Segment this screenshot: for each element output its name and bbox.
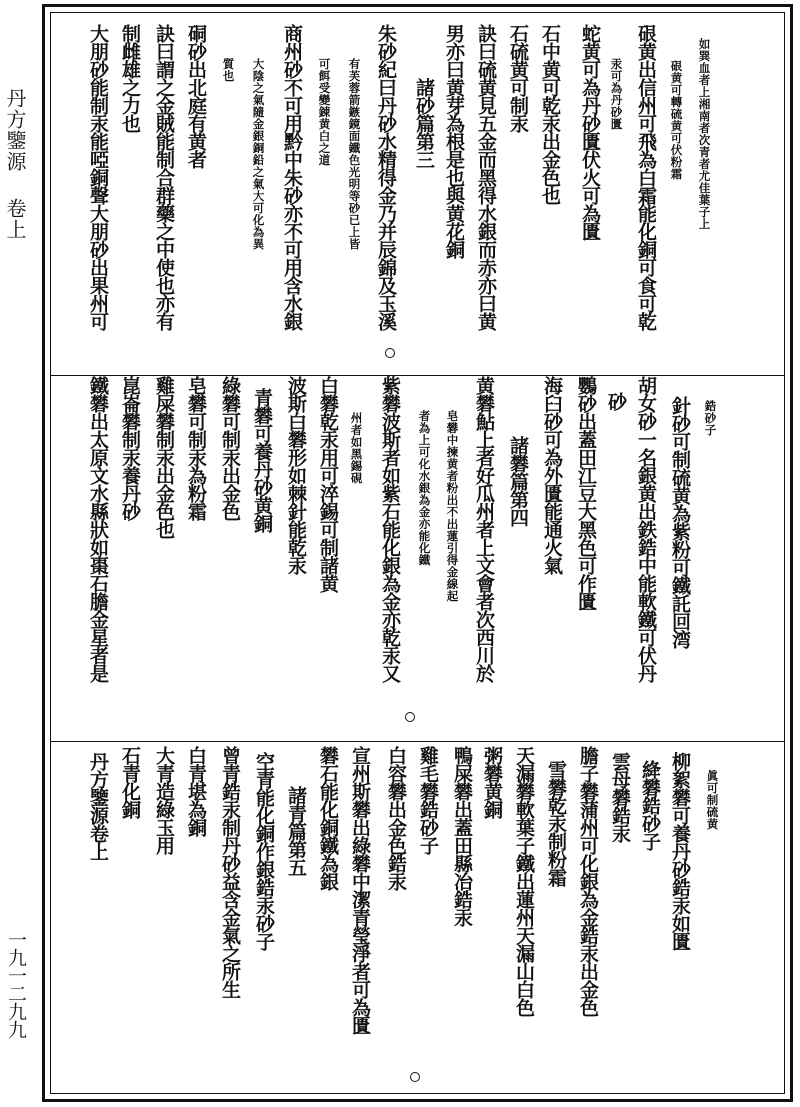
text-column: 者為上可化水銀為金亦能化鐵 [417,410,432,566]
text-column: 柳絮礬可養丹砂鋯汞如匱 [669,752,691,950]
book-title: 丹方鑒源 [3,88,27,172]
text-column: 絳礬鋯砂子 [639,760,661,850]
text-column: 曾青鋯汞制丹砂益含金氣之所生 [219,746,241,998]
text-column: 礬石能化銅鐵為銀 [317,746,339,890]
page-number: 一九一二九九 [5,930,27,1038]
text-column: 大青造綠玉用 [153,746,175,854]
text-column: 石青化銅 [119,746,141,818]
text-column: 海臼砂可為外匱能通火氣 [541,376,563,574]
text-column: 男亦曰黄芽為根是也與黄花銅 [443,24,465,258]
text-column: 鋯砂子 [703,400,718,436]
text-column: 空青能化銅作銀鋯汞砂子 [253,752,275,950]
text-column: 訣曰謂之金賊能制合群藥之中使也亦有 [153,24,175,330]
section-heading: 諸砂篇第三 [413,78,435,168]
text-column: 粥礬黄銅 [481,746,503,818]
text-column: 大陰之氣隨金銀銅鉛之氣大可化為異 [251,58,266,250]
text-column: 青礬可養丹砂黄銅 [251,388,273,532]
section-heading: 諸青篇第五 [285,786,307,876]
text-column: 紫礬波斯者如紫石能化銀為金亦乾汞又 [379,376,401,682]
circle-mark [385,348,395,358]
text-column: 制雌雄之力也 [119,24,141,132]
text-column: 石硫黄可制汞 [507,24,529,132]
text-column: 雞毛礬鋯砂子 [417,746,439,854]
text-column: 可餌受變錬黄白之道 [317,58,332,166]
text-column: 雪礬乾汞制粉霜 [545,760,567,886]
text-column: 皂礬可制汞為粉霜 [185,376,207,520]
text-column: 雲母礬鋯汞 [609,752,631,842]
text-column: 朱砂紀曰丹砂水精得金乃并辰錦及玉溪 [375,24,397,330]
text-column: 硍黄可轉硫黄可伏粉霜 [669,60,684,180]
text-column: 商州砂不可用黔中朱砂亦不可用含水銀 [281,24,303,330]
text-column: 皂礬中揀黄者粉出不出蓮引得金線起 [445,410,460,602]
text-column: 白礬乾汞用可淬錫可制諸黄 [317,376,339,592]
text-column: 蛇黄可為丹砂匱伏火可為匱 [579,24,601,240]
text-column: 天漏礬軟葉子鐵出蓮州天漏山白色 [513,746,535,1016]
text-column: 硍黄出信州可飛為白霜能化銅可食可乾 [635,24,657,330]
text-column: 黄礬鮎上者好瓜州者上文會者次西川於 [473,376,495,682]
circle-mark [405,712,415,722]
text-column: 鐵礬出太原文水縣狀如棗石膽金星者是 [87,376,109,682]
text-column: 膽子礬蒲州可化銀為金鋯汞出金色 [577,746,599,1016]
text-column: 質也 [221,58,236,82]
text-column: 訣曰硫黄見五金而黑得水銀而赤亦曰黄 [475,24,497,330]
text-column: 大朋砂能制汞能啞銅聲大朋砂出果州可 [87,24,109,330]
text-column: 針砂可制硫黄為紫粉可鐵託回湾 [669,396,691,648]
text-column: 如巽血者上湘南者次青者尤佳葉子上 [697,38,712,230]
register-divider-2 [51,741,784,742]
volume-label: 卷上 [3,198,27,240]
text-column: 汞可為丹砂匱 [609,58,624,130]
text-column: 砂 [605,392,627,410]
text-column: 有芙蓉箭鏃鏡面鐵色光明等砂已上皆 [347,58,362,250]
text-column: 州者如黑錫硯 [349,412,364,484]
text-column: 崑崙礬制汞養丹砂 [119,376,141,520]
volume-colophon: 丹方鑒源卷上 [87,752,109,860]
text-column: 鸚砂出蓋田江豆大黑色可作匱 [575,376,597,610]
text-column: 宣州斯礬出綠礬中潔青瑩淨者可為匱 [349,746,371,1034]
text-column: 胡女砂一名銀黄出鉄鋯中能軟鐵可伏丹 [635,376,657,682]
text-column: 波斯白礬形如棘針能乾汞 [285,376,307,574]
text-column: 雞屎礬制汞出金色也 [153,376,175,538]
text-column: 石中黄可乾汞出金色也 [539,24,561,204]
text-column: 白容礬出金色鋯汞 [385,746,407,890]
section-heading: 諸礬篇第四 [507,436,529,526]
circle-mark [410,1072,420,1082]
text-column: 眞可制硫黄 [705,770,720,830]
text-column: 綠礬可制汞出金色 [219,376,241,520]
text-column: 白青堪為銅 [185,746,207,836]
text-column: 鴨屎礬出蓋田縣冶鋯汞 [451,746,473,926]
text-column: 硐砂出北庭有黄者 [185,24,207,168]
